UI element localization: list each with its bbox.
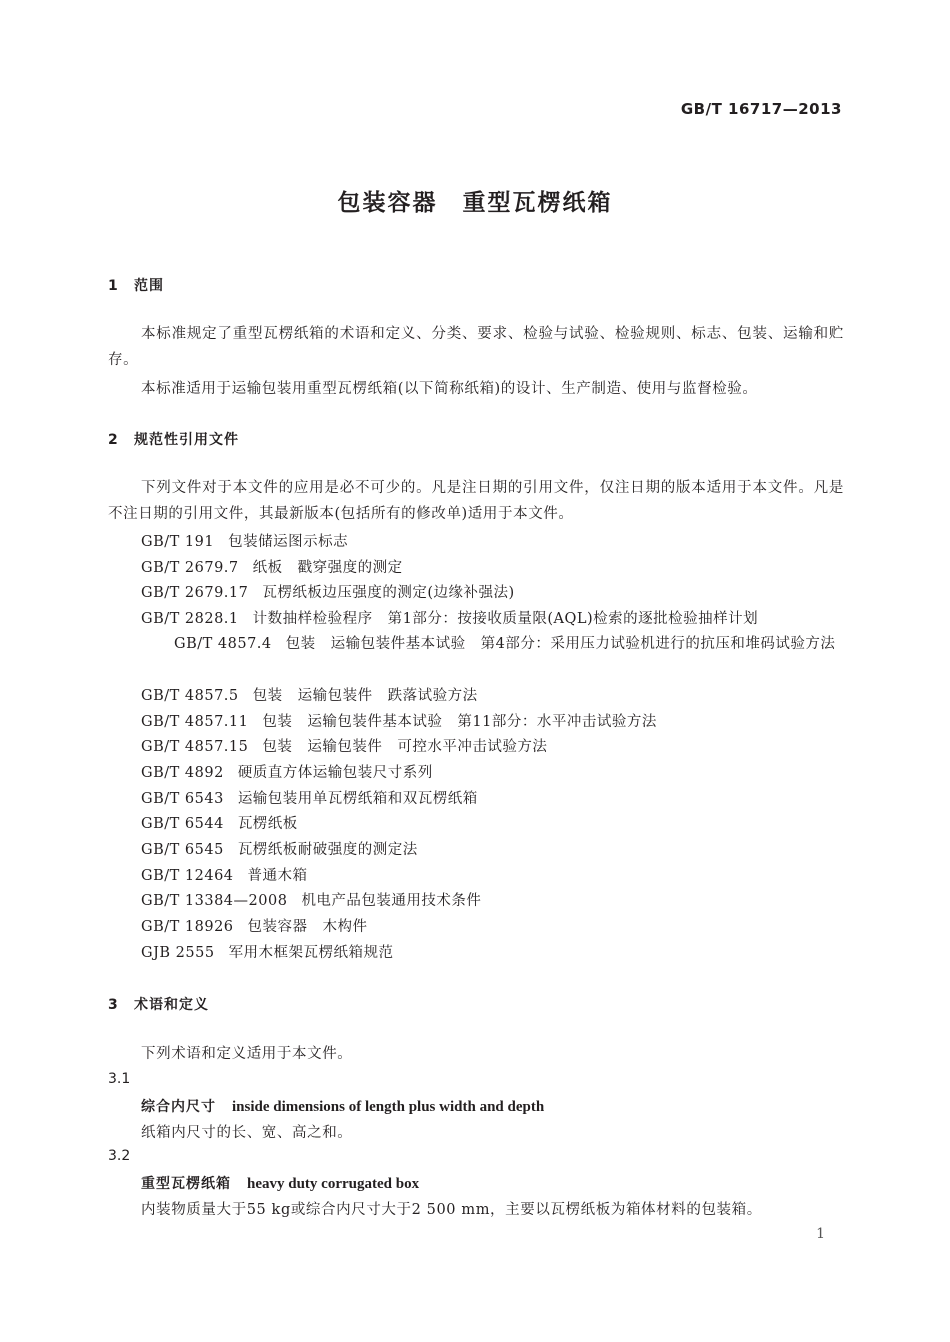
- reference-item: [141, 812, 298, 833]
- reference-item: [141, 684, 478, 705]
- section-title: 范围: [134, 278, 164, 294]
- section-title: 规范性引用文件: [134, 432, 239, 448]
- reference-item: [141, 838, 418, 859]
- reference-code: GB/T 2828.1: [141, 611, 239, 627]
- term-number: 3.1: [108, 1071, 131, 1087]
- reference-code: GB/T 2679.7: [141, 560, 239, 576]
- reference-item: [141, 864, 308, 885]
- reference-item: [141, 530, 348, 551]
- reference-title: 包装 运输包装件基本试验 第4部分：采用压力试验机进行的抗压和堆码试验方法: [285, 636, 836, 652]
- reference-item: [141, 761, 433, 782]
- reference-item: [141, 915, 368, 936]
- reference-code: GB/T 2679.17: [141, 585, 249, 601]
- reference-code: GB/T 4857.5: [141, 688, 239, 704]
- term-definition: 内装物质量大于55 kg或综合内尺寸大于2 500 mm，主要以瓦楞纸板为箱体材料的包装箱。: [141, 1202, 762, 1218]
- reference-title: 瓦楞纸板耐破强度的测定法: [237, 842, 418, 858]
- reference-code: GB/T 4857.15: [141, 739, 249, 755]
- reference-title: 包装 运输包装件 跌落试验方法: [252, 688, 478, 704]
- reference-item: [141, 735, 547, 756]
- reference-title: 机电产品包装通用技术条件: [301, 893, 482, 909]
- reference-code: GB/T 6545: [141, 842, 224, 858]
- reference-item: [141, 556, 403, 577]
- reference-item: [108, 632, 844, 658]
- reference-item: [141, 941, 394, 962]
- references-intro: 下列文件对于本文件的应用是必不可少的。凡是注日期的引用文件，仅注日期的版本适用于本文件。凡是不注日期的引用文件，其最新版本(包括所有的修改单)适用于本文件。: [108, 480, 844, 522]
- reference-title: 纸板 戳穿强度的测定: [252, 560, 403, 576]
- reference-title: 运输包装用单瓦楞纸箱和双瓦楞纸箱: [237, 791, 478, 807]
- term-english: inside dimensions of length plus width and depth: [232, 1099, 545, 1115]
- section-number: 2: [108, 432, 119, 448]
- term-chinese: 综合内尺寸: [141, 1099, 216, 1115]
- reference-code: GB/T 18926: [141, 919, 234, 935]
- section-number: 3: [108, 997, 119, 1013]
- reference-title: 瓦楞纸板边压强度的测定(边缘补强法): [262, 585, 515, 601]
- section-1-heading: [108, 275, 164, 295]
- term-english: heavy duty corrugated box: [247, 1176, 420, 1192]
- standard-code: GB/T 16717—2013: [680, 100, 842, 118]
- page-number: 1: [816, 1226, 825, 1242]
- term-number: 3.2: [108, 1148, 131, 1164]
- reference-item: [141, 889, 481, 910]
- reference-title: 硬质直方体运输包装尺寸系列: [237, 765, 433, 781]
- reference-title: 军用木框架瓦楞纸箱规范: [228, 945, 394, 961]
- section-2-heading: [108, 429, 239, 449]
- reference-title: 包装储运图示标志: [228, 534, 349, 550]
- reference-title: 包装 运输包装件基本试验 第11部分：水平冲击试验方法: [262, 714, 657, 730]
- reference-code: GB/T 6543: [141, 791, 224, 807]
- reference-code: GJB 2555: [141, 945, 215, 961]
- scope-paragraph-1: 本标准规定了重型瓦楞纸箱的术语和定义、分类、要求、检验与试验、检验规则、标志、包装、运输和贮存。: [108, 326, 844, 368]
- term-definition: 纸箱内尺寸的长、宽、高之和。: [141, 1125, 353, 1141]
- reference-title: 计数抽样检验程序 第1部分：按接收质量限(AQL)检索的逐批检验抽样计划: [252, 611, 759, 627]
- section-3-heading: [108, 994, 209, 1014]
- reference-code: GB/T 4892: [141, 765, 224, 781]
- reference-item: [141, 581, 515, 602]
- reference-code: GB/T 191: [141, 534, 215, 550]
- section-title: 术语和定义: [134, 997, 209, 1013]
- term-chinese: 重型瓦楞纸箱: [141, 1176, 231, 1192]
- reference-code: GB/T 12464: [141, 868, 234, 884]
- reference-title: 包装 运输包装件 可控水平冲击试验方法: [262, 739, 548, 755]
- terms-intro: 下列术语和定义适用于本文件。: [141, 1046, 353, 1062]
- reference-code: GB/T 4857.11: [141, 714, 249, 730]
- reference-title: 普通木箱: [247, 868, 308, 884]
- section-number: 1: [108, 278, 119, 294]
- reference-title: 包装容器 木构件: [247, 919, 368, 935]
- term-heading: [141, 1096, 544, 1116]
- term-heading: [141, 1173, 419, 1193]
- reference-title: 瓦楞纸板: [237, 816, 298, 832]
- reference-item: [141, 787, 478, 808]
- reference-item: [141, 710, 657, 731]
- reference-code: GB/T 13384—2008: [141, 893, 288, 909]
- reference-item: [141, 607, 758, 628]
- document-title: 包装容器 重型瓦楞纸箱: [337, 190, 613, 216]
- reference-code: GB/T 4857.4: [174, 636, 272, 652]
- reference-code: GB/T 6544: [141, 816, 224, 832]
- scope-paragraph-2: 本标准适用于运输包装用重型瓦楞纸箱(以下简称纸箱)的设计、生产制造、使用与监督检验。: [141, 381, 758, 397]
